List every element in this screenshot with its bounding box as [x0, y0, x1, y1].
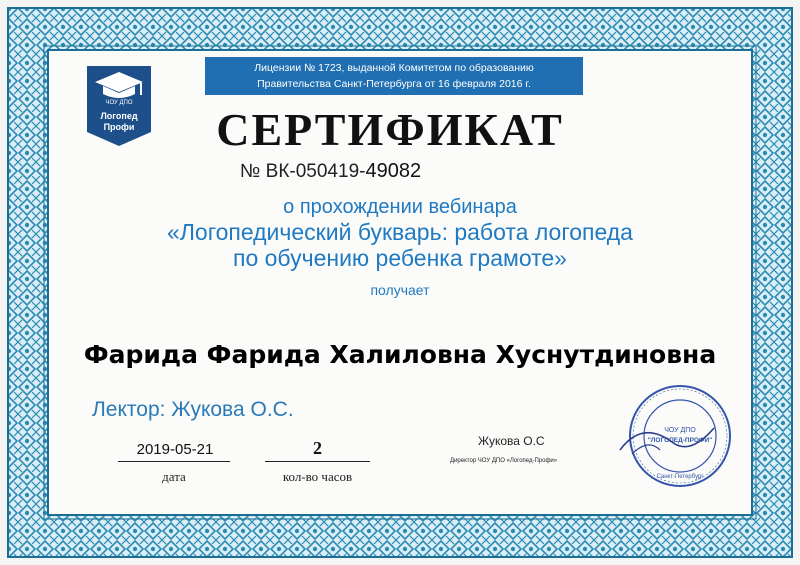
stamp-city: Санкт-Петербург [656, 474, 704, 480]
date-value: 2019-05-21 [136, 441, 214, 458]
stamp-center-line-2: "ЛОГОПЕД-ПРОФИ" [647, 437, 713, 444]
number-prefix: № ВК-050419- [240, 161, 366, 182]
recipient-name: Фарида Фарида Халиловна Хуснутдиновна [83, 340, 717, 369]
stamp-seal-icon [602, 380, 732, 490]
number-suffix: 49082 [365, 160, 422, 182]
hours-label: кол-во часов [282, 469, 353, 484]
webinar-title-line-2: по обучению ребенка грамоте» [233, 245, 567, 271]
logo [83, 62, 155, 148]
stamp-center-line-1: ЧОУ ДПО [664, 427, 696, 434]
hours-underline [265, 461, 370, 462]
license-line-2: Правительства Санкт-Петербурга от 16 февраля 2016 г. [257, 78, 531, 90]
logo-text-middle: Логопед [100, 111, 138, 121]
certificate-number [240, 160, 421, 183]
signatory-name: Жукова О.С [478, 434, 545, 448]
official-stamp [602, 380, 732, 490]
date-underline [118, 461, 230, 462]
date-label: дата [162, 469, 186, 484]
logo-text-top: ЧОУ ДПО [105, 100, 133, 106]
hours-value: 2 [313, 438, 322, 458]
subtitle: о прохождении вебинара [283, 196, 517, 218]
signatory-role: Директор ЧОУ ДПО «Логопед-Профи» [450, 458, 558, 464]
webinar-title-line-1: «Логопедический букварь: работа логопеда [167, 219, 633, 245]
license-banner [205, 57, 583, 95]
license-line-1: Лицензии № 1723, выданной Комитетом по образованию [254, 62, 534, 74]
lecturer: Лектор: Жукова О.С. [92, 398, 294, 421]
logo-text-bottom: Профи [103, 122, 135, 132]
certificate-title: СЕРТИФИКАТ [216, 104, 564, 155]
receives-label: получает [370, 282, 430, 298]
